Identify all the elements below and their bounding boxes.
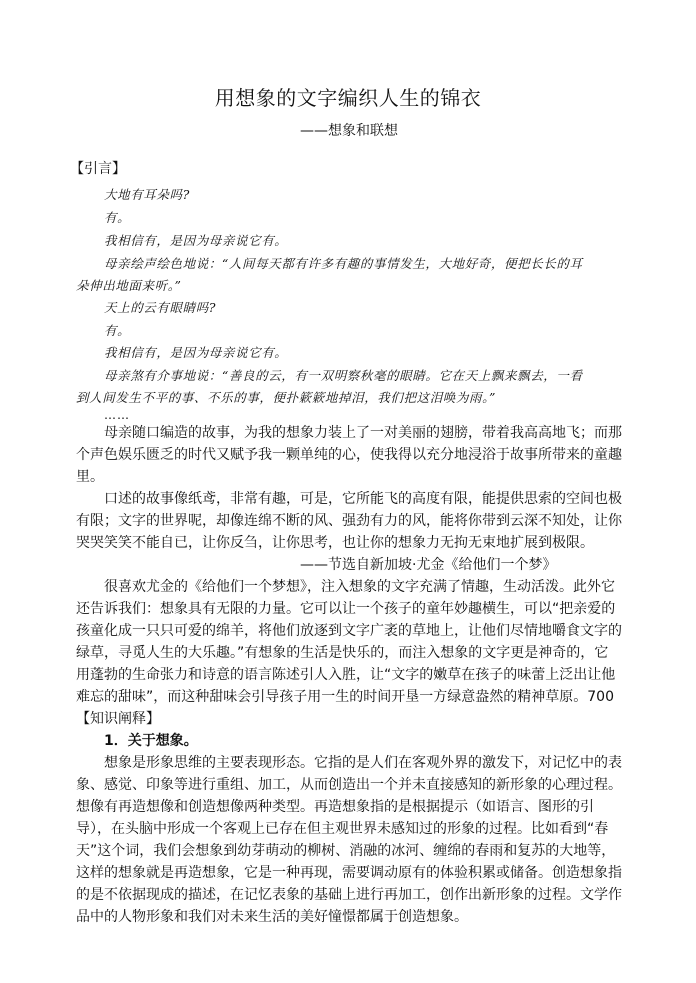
- paragraph-line: 想像有再造想像和创造想像两种类型。再造想象指的是根据提示（如语言、图形的引: [76, 799, 594, 815]
- poem-line: 有。: [104, 323, 131, 338]
- paragraph-line: 想象是形象思维的主要表现形态。它指的是人们在客观外界的激发下，对记忆中的表: [104, 755, 622, 771]
- poem-line: 到人间发生不平的事、不乐的事，便扑簌簌地掉泪，我们把这泪唤为雨。”: [76, 390, 496, 405]
- section-heading: 1．关于想象。: [104, 733, 198, 749]
- paragraph-line: 哭哭笑笑不能自已，让你反刍，让你思考，也让你的想象力无拘无束地扩展到极限。: [76, 535, 594, 551]
- paragraph-line: 天”这个词，我们会想象到幼芽萌动的柳树、消融的冰河、缠绵的春雨和复苏的大地等，: [76, 843, 616, 859]
- source-citation: ——节选自新加坡·尤金《给他们一个梦》: [300, 557, 557, 573]
- poem-line: 我相信有，是因为母亲说它有。: [104, 345, 288, 360]
- knowledge-heading: 【知识阐释】: [76, 711, 160, 727]
- paragraph-line: 这样的想象就是再造想象，它是一种再现，需要调动原有的体验积累或储备。创造想象指: [76, 865, 622, 881]
- poem-line: 大地有耳朵吗?: [104, 187, 190, 202]
- paragraph-line: 有限；文字的世界呢，却像连绵不断的风、强劲有力的风，能将你带到云深不知处，让你: [76, 513, 622, 529]
- paragraph-line: 品中的人物形象和我们对未来生活的美好憧憬都属于创造想象。: [76, 909, 468, 925]
- document-title: 用想象的文字编织人生的锦衣: [214, 86, 482, 110]
- intro-heading: 【引言】: [70, 161, 126, 177]
- poem-line: 天上的云有眼睛吗?: [104, 300, 217, 315]
- paragraph-line: 母亲随口编造的故事，为我的想象力装上了一对美丽的翅膀，带着我高高地飞；而那: [104, 425, 622, 441]
- document-subtitle: ——想象和联想: [300, 123, 398, 139]
- paragraph-line: 还告诉我们：想象具有无限的力量。它可以让一个孩子的童年妙趣横生，可以“把亲爱的: [76, 601, 616, 617]
- poem-line: 母亲绘声绘色地说：“人间每天都有许多有趣的事情发生，大地好奇，便把长长的耳: [104, 256, 583, 271]
- paragraph-line: 导），在头脑中形成一个客观上已存在但主观世界未感知过的形象的过程。比如看到“春: [76, 821, 609, 837]
- poem-line: 母亲煞有介事地说：“善良的云，有一双明察秋毫的眼睛。它在天上飘来飘去，一看: [104, 368, 583, 383]
- paragraph-line: 里。: [76, 469, 104, 485]
- poem-line: 我相信有，是因为母亲说它有。: [104, 233, 288, 248]
- paragraph-line: 口述的故事像纸鸢，非常有趣，可是，它所能飞的高度有限，能提供思索的空间也极: [104, 491, 622, 507]
- paragraph-line: 个声色娱乐匮乏的时代又赋予我一颗单纯的心，使我得以充分地浸浴于故事所带来的童趣: [76, 447, 622, 463]
- paragraph-line: 绿草，寻觅人生的大乐趣。”有想象的生活是快乐的，而注入想象的文字更是神奇的，它: [76, 645, 609, 661]
- poem-line: 朵伸出地面来听。”: [76, 278, 182, 293]
- paragraph-line: 很喜欢尤金的《给他们一个梦想》，注入想象的文字充满了情趣，生动活泼。此外它: [104, 579, 615, 595]
- paragraph-line: 孩童化成一只只可爱的绵羊，将他们放逐到文字广袤的草地上，让他们尽情地嚼食文字的: [76, 623, 622, 639]
- paragraph-line: 用蓬勃的生命张力和诗意的语言陈述引人入胜，让“文字的嫩草在孩子的味蕾上泛出让他: [76, 667, 616, 683]
- paragraph-line: 象、感觉、印象等进行重组、加工，从而创造出一个并未直接感知的新形象的心理过程。: [76, 777, 622, 793]
- paragraph-line: 的是不依据现成的描述，在记忆表象的基础上进行再加工，创作出新形象的过程。文学作: [76, 887, 622, 903]
- poem-ellipsis: ……: [104, 408, 130, 422]
- paragraph-line: 难忘的甜味”，而这种甜味会引导孩子用一生的时间开垦一方绿意盎然的精神草原。700: [76, 689, 614, 705]
- poem-line: 有。: [104, 210, 131, 225]
